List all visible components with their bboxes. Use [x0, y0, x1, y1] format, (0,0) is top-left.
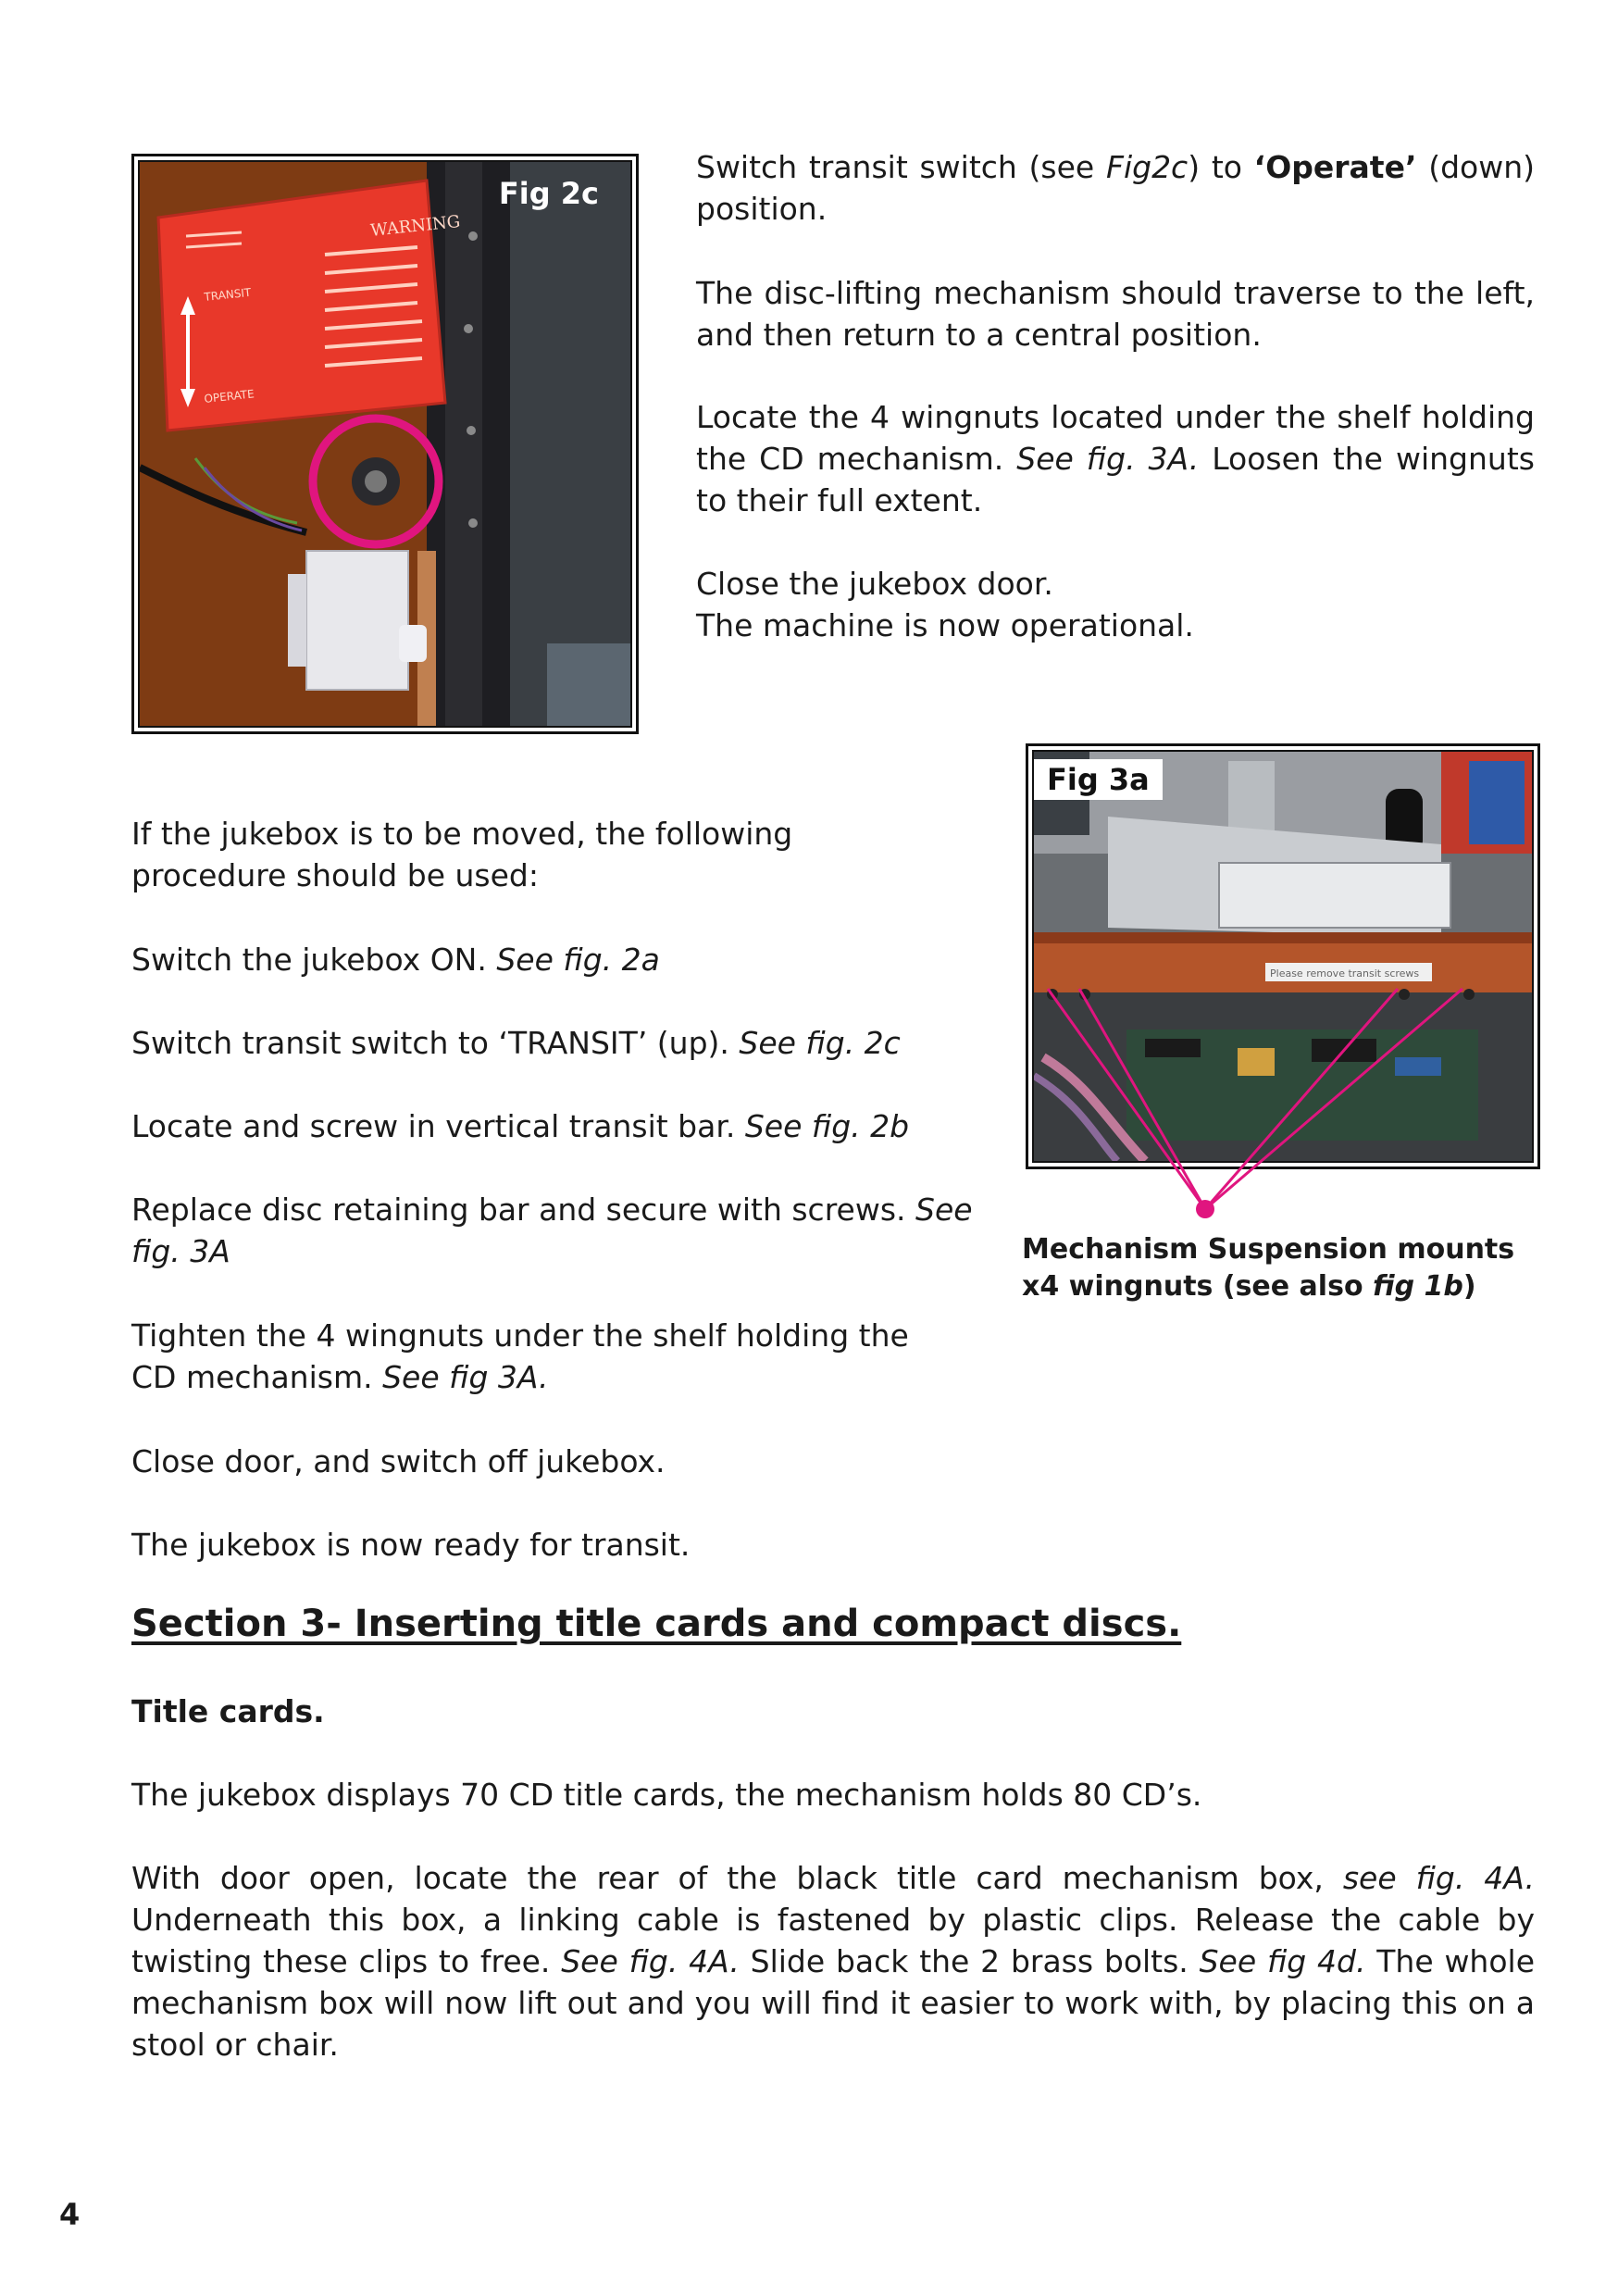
step-transit-switch: Switch transit switch to ‘TRANSIT’ (up). See fig. 2c — [131, 1025, 901, 1061]
para-locate-wingnuts: Locate the 4 wingnuts located under the shelf holding the CD mechanism. See fig. 3A. Loosen the wingnuts to their full extent. — [696, 399, 1535, 518]
fig-2c-transit-word: TRANSIT — [203, 285, 252, 304]
page-number: 4 — [59, 2197, 81, 2232]
fig-2c-operate-word: OPERATE — [203, 387, 255, 406]
para-move-intro: If the jukebox is to be moved, the following procedure should be used: — [131, 816, 793, 893]
fig-2c-photo-frame — [131, 154, 639, 734]
step-close-door: Close door, and switch off jukebox. — [131, 1443, 666, 1479]
fig-2c-illustration — [140, 162, 630, 726]
fig-3a-caption: Mechanism Suspension mounts x4 wingnuts (see also fig 1b) — [1022, 1233, 1515, 1303]
fig-3a-photo-frame — [1026, 743, 1540, 1169]
fig-3a-plaque-text: Please remove transit screws — [1270, 967, 1420, 980]
fig-2c-warning-text: WARNING — [369, 211, 462, 241]
step-tighten-wingnuts: Tighten the 4 wingnuts under the shelf holding the CD mechanism. See fig 3A. — [131, 1317, 909, 1395]
para-close-door: Close the jukebox door. The machine is now operational. — [696, 566, 1194, 643]
para-remove-mechanism-box: With door open, locate the rear of the black title card mechanism box, see fig. 4A. Underneath this box, a linking cable is fastened by plastic clips. Release the cable by twisting these clips to free. See fig. 4A. Slide back the 2 brass bolts. See fig 4d. The whole mechanism box will now lift out and you will find it easier to work with, by placing this on a stool or chair. — [131, 1860, 1536, 2063]
step-switch-on: Switch the jukebox ON. See fig. 2a — [131, 942, 660, 978]
fig-3a-illustration — [1034, 752, 1532, 1161]
section-3-heading: Section 3- Inserting title cards and compact discs. — [131, 1603, 1182, 1645]
fig-2c-photo — [138, 160, 632, 728]
fig-3a-photo — [1032, 750, 1534, 1163]
step-retaining-bar: Replace disc retaining bar and secure with screws. See fig. 3A — [131, 1192, 973, 1269]
para-title-card-count: The jukebox displays 70 CD title cards, the mechanism holds 80 CD’s. — [131, 1777, 1202, 1813]
title-cards-subheading: Title cards. — [131, 1693, 325, 1729]
fig-3a-label: Fig 3a — [1034, 759, 1163, 800]
para-operate-switch: Switch transit switch (see Fig2c) to ‘Operate’ (down) position. — [696, 149, 1536, 227]
step-transit-bar: Locate and screw in vertical transit bar. See fig. 2b — [131, 1108, 910, 1144]
para-disc-lifting: The disc-lifting mechanism should traverse to the left, and then return to a central position. — [696, 275, 1535, 353]
pointer-junction-dot — [1196, 1200, 1214, 1218]
fig-2c-label: Fig 2c — [498, 176, 599, 211]
step-ready: The jukebox is now ready for transit. — [131, 1527, 691, 1563]
